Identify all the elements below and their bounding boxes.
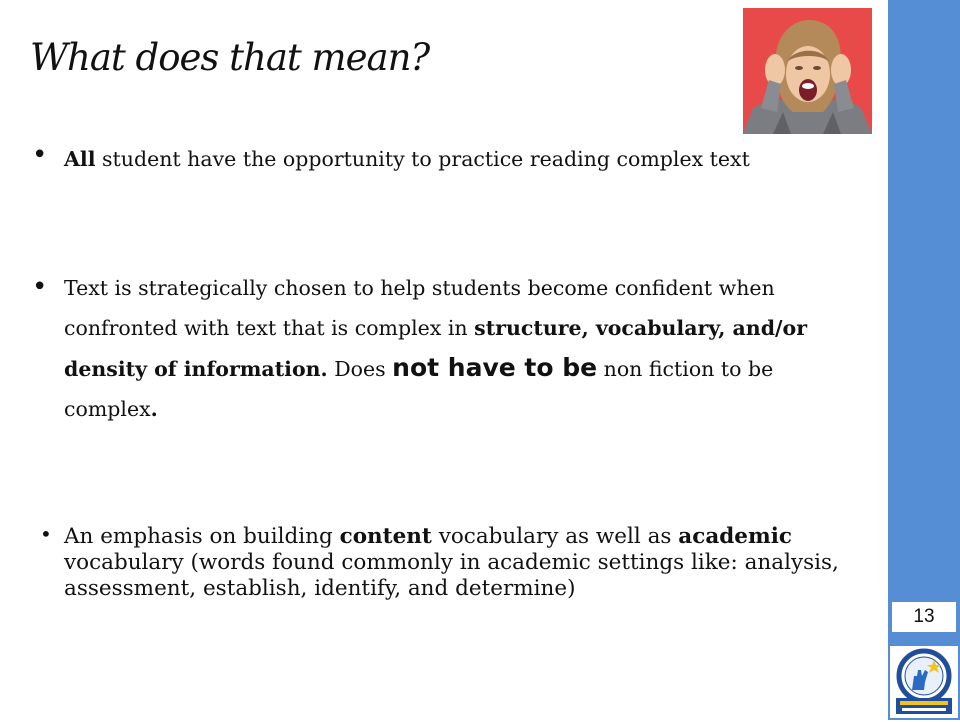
- bullet-marker-2: •: [32, 272, 48, 302]
- screaming-woman-photo: [743, 8, 872, 134]
- bullet-text-1: [64, 140, 804, 178]
- bullet-1-run-2: student have the opportunity to practice reading complex text: [95, 147, 750, 171]
- bullet-2-run-2: structure, vocabulary, and/or density of information.: [64, 316, 808, 381]
- bullet-3-run-2: content: [339, 524, 432, 549]
- education-and-early-development-logo-icon: [890, 646, 958, 718]
- bullet-3-run-5: vocabulary (words found commonly in academic settings like: analysis, assessment, establish, identify, and determine): [64, 550, 839, 601]
- bullet-1-run-1: All: [64, 147, 96, 171]
- bullet-3-run-1: An emphasis on building: [64, 524, 340, 549]
- bullet-3-run-4: academic: [678, 524, 792, 549]
- bullet-2-run-6: .: [150, 397, 158, 421]
- bullet-2-run-4: not have to be: [392, 353, 598, 382]
- bullet-3-run-3: vocabulary as well as: [431, 524, 679, 549]
- bullet-marker-1: •: [32, 140, 48, 170]
- bullet-marker-3: •: [40, 522, 52, 546]
- slide-number: 13: [892, 602, 956, 632]
- bullet-2-run-5: non fiction to be complex: [64, 357, 774, 421]
- bullet-text-3: [64, 524, 844, 602]
- bullet-2-run-3: Does: [327, 357, 393, 381]
- slide-title: What does that mean?: [30, 36, 430, 79]
- bullet-text-2: [64, 268, 834, 429]
- bullet-2-run-1: Text is strategically chosen to help students become confident when confronted with text that is complex in: [64, 276, 775, 340]
